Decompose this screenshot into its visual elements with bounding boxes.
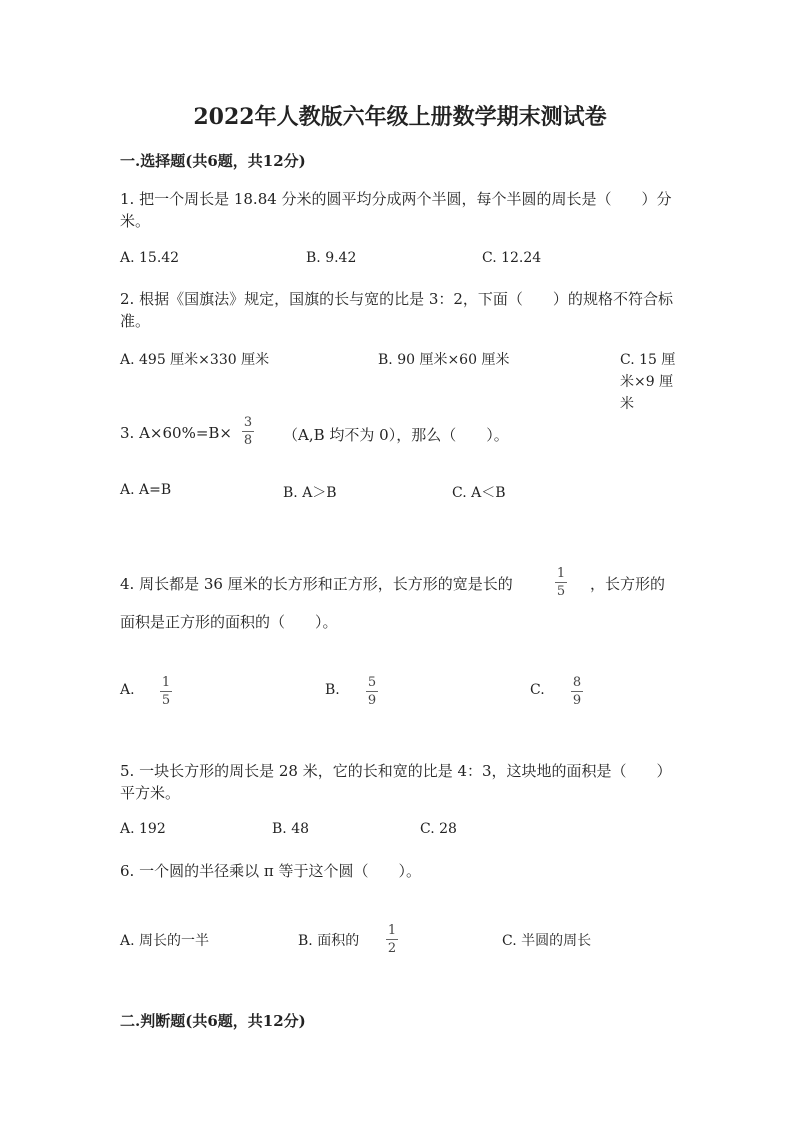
q4-text-before: 4. 周长都是 36 厘米的长方形和正方形，长方形的宽是长的 bbox=[120, 575, 513, 593]
fraction-bar bbox=[366, 691, 378, 692]
q1-option-c: C. 12.24 bbox=[482, 250, 542, 266]
fraction-bar bbox=[386, 939, 398, 940]
q3-text-after: （A,B 均不为 0），那么（ ）。 bbox=[283, 426, 509, 444]
q2-option-c: C. 15 厘米×9 厘米 bbox=[620, 352, 676, 412]
fraction-bar bbox=[242, 431, 254, 432]
section-heading-judgement: 二.判断题(共6题，共12分) bbox=[120, 1012, 306, 1030]
q5-option-a: A. 192 bbox=[120, 821, 166, 837]
fraction-denominator: 2 bbox=[387, 941, 397, 956]
q4-text-after: ，长方形的 bbox=[590, 575, 666, 593]
q3-option-c: C. A＜B bbox=[452, 485, 506, 501]
question-1: 1. 把一个周长是 18.84 分米的圆平均分成两个半圆，每个半圆的周长是（ ）分米。 bbox=[120, 190, 672, 230]
q1-option-b: B. 9.42 bbox=[306, 250, 357, 266]
fraction-denominator: 5 bbox=[161, 693, 171, 708]
fraction-numerator: 1 bbox=[387, 923, 397, 938]
section-heading-choice: 一.选择题(共6题，共12分) bbox=[120, 152, 306, 170]
fraction-bar bbox=[555, 582, 567, 583]
q2-option-a: A. 495 厘米×330 厘米 bbox=[120, 352, 270, 368]
q4-fraction bbox=[555, 566, 567, 599]
q4-text-line2: 面积是正方形的面积的（ ）。 bbox=[120, 613, 338, 631]
q5-option-b: B. 48 bbox=[272, 821, 310, 837]
q4-fraction-denominator: 5 bbox=[556, 584, 566, 599]
q4-option-a: A. bbox=[120, 682, 135, 698]
q6-option-a: A. 周长的一半 bbox=[120, 933, 210, 949]
q4-option-b-fraction bbox=[366, 675, 378, 708]
q3-option-a: A. A=B bbox=[120, 482, 172, 498]
q2-option-b: B. 90 厘米×60 厘米 bbox=[378, 352, 510, 368]
fraction-denominator: 9 bbox=[367, 693, 377, 708]
q6-option-b-fraction bbox=[386, 923, 398, 956]
q4-fraction-numerator: 1 bbox=[556, 566, 566, 581]
page-title: 2022年人教版六年级上册数学期末测试卷 bbox=[193, 104, 607, 130]
question-6: 6. 一个圆的半径乘以 π 等于这个圆（ ）。 bbox=[120, 862, 421, 880]
q3-text-before: 3. A×60%=B× bbox=[120, 424, 232, 442]
fraction-numerator: 1 bbox=[161, 675, 171, 690]
q3-fraction bbox=[242, 415, 254, 448]
q6-option-b: B. 面积的 bbox=[298, 933, 360, 949]
q4-option-c-fraction bbox=[571, 675, 583, 708]
q3-fraction-numerator: 3 bbox=[243, 415, 253, 430]
q4-option-a-fraction bbox=[160, 675, 172, 708]
q4-option-c: C. bbox=[530, 682, 545, 698]
fraction-numerator: 5 bbox=[367, 675, 377, 690]
q3-fraction-denominator: 8 bbox=[243, 433, 253, 448]
q3-option-b: B. A＞B bbox=[283, 485, 337, 501]
question-5: 5. 一块长方形的周长是 28 米，它的长和宽的比是 4：3，这块地的面积是（ ）平方米。 bbox=[120, 762, 672, 802]
question-2: 2. 根据《国旗法》规定，国旗的长与宽的比是 3：2，下面（ ）的规格不符合标准。 bbox=[120, 290, 673, 330]
fraction-bar bbox=[160, 691, 172, 692]
q4-option-b: B. bbox=[325, 682, 340, 698]
fraction-numerator: 8 bbox=[572, 675, 582, 690]
q5-option-c: C. 28 bbox=[420, 821, 457, 837]
q6-option-c: C. 半圆的周长 bbox=[502, 933, 592, 949]
fraction-denominator: 9 bbox=[572, 693, 582, 708]
fraction-bar bbox=[571, 691, 583, 692]
q1-option-a: A. 15.42 bbox=[120, 250, 180, 266]
